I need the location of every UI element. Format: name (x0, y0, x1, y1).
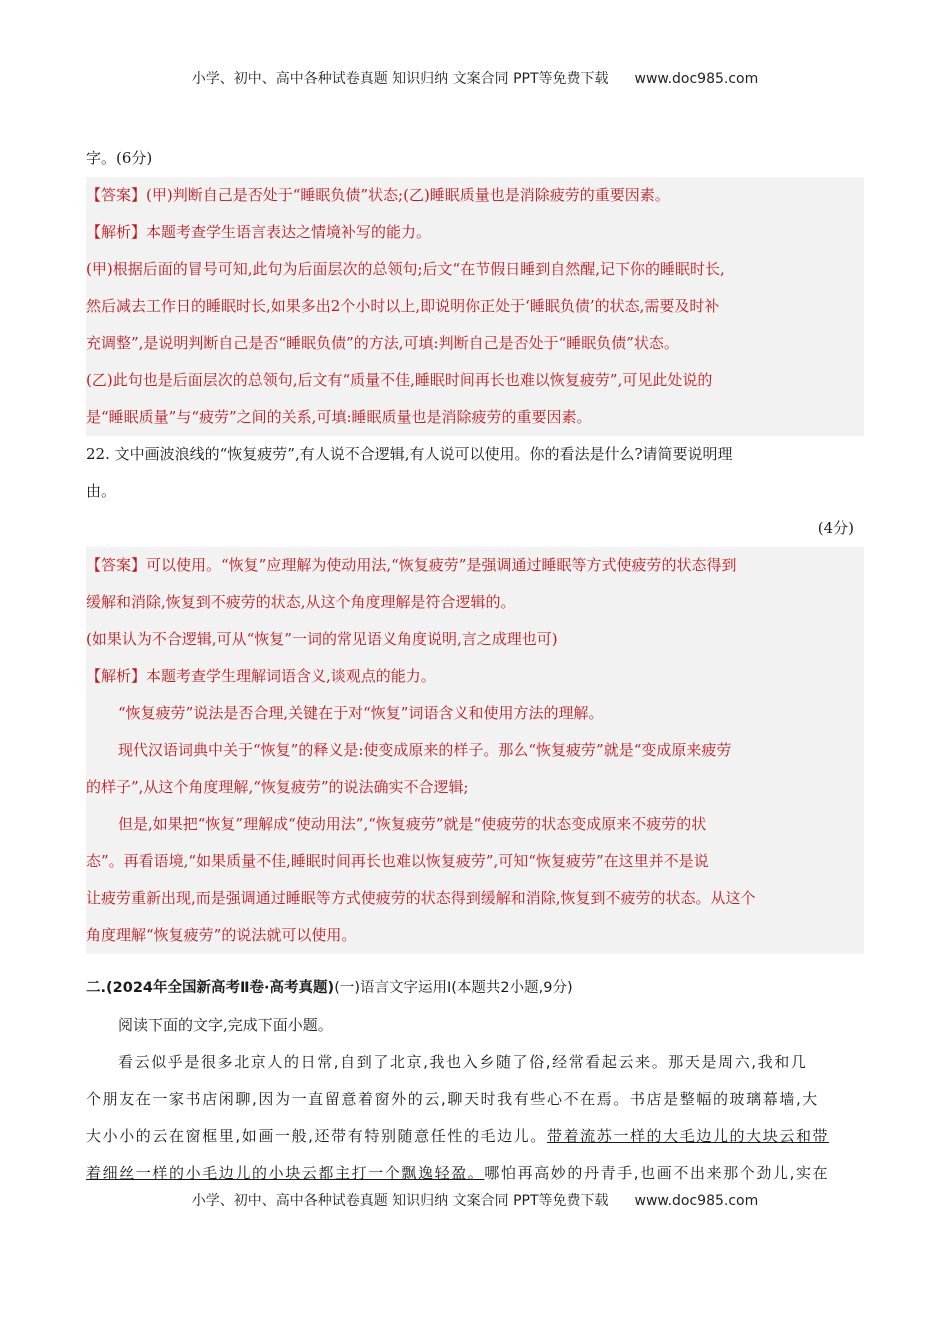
page-header (0, 68, 950, 88)
q22-score: (4分) (817, 519, 854, 537)
q21-answer-block (86, 177, 864, 436)
section-heading-normal: (一)语言文字运用Ⅰ(本题共2小题,9分) (334, 980, 573, 996)
section-instruction: 阅读下面的文字,完成下面小题。 (118, 1016, 333, 1034)
passage-line (86, 1155, 864, 1192)
q22-analysis-para: 让疲劳重新出现,而是强调通过睡眠等方式使疲劳的状态得到缓解和消除,恢复到不疲劳的状态。从这个 (86, 889, 756, 907)
q21-analysis-line: 充调整”,是说明判断自己是否“睡眠负债”的方法,可填:判断自己是否处于“睡眠负债”状态。 (86, 334, 679, 352)
q22-analysis-title: 【解析】本题考查学生理解词语含义,谈观点的能力。 (86, 667, 436, 685)
q22-question: 22. 文中画波浪线的“恢复疲劳”,有人说不合逻辑,有人说可以使用。你的看法是什么?请简要说明理 (86, 445, 733, 463)
q22-analysis-para: 角度理解“恢复疲劳”的说法就可以使用。 (86, 926, 357, 944)
footer-text: 小学、初中、高中各种试卷真题 知识归纳 文案合同 PPT等免费下载 (191, 1193, 609, 1209)
q21-answer: 【答案】(甲)判断自己是否处于“睡眠负债”状态;(乙)睡眠质量也是消除疲劳的重要因素。 (86, 186, 670, 204)
passage-text: 大小小的云在窗框里,如画一般,还带有特别随意任性的毛边儿。 (86, 1127, 547, 1145)
q21-tail: 字。(6分) (86, 149, 153, 167)
passage-line: 看云似乎是很多北京人的日常,自到了北京,我也入乡随了俗,经常看起云来。那天是周六,我和几 (118, 1053, 808, 1071)
q22-analysis-para: 的样子”,从这个角度理解,“恢复疲劳”的说法确实不合逻辑; (86, 778, 469, 796)
q21-analysis-title: 【解析】本题考查学生语言表达之情境补写的能力。 (86, 223, 432, 241)
q22-answer-line: (如果认为不合逻辑,可从“恢复”一词的常见语义角度说明,言之成理也可) (86, 630, 558, 648)
q22-answer-line: 【答案】可以使用。“恢复”应理解为使动用法,“恢复疲劳”是强调通过睡眠等方式使疲劳的状态得到 (86, 556, 737, 574)
q21-analysis-line: (乙)此句也是后面层次的总领句,后文有“质量不佳,睡眠时间再长也难以恢复疲劳”,可见此处说的 (86, 371, 713, 389)
q22-analysis-para: “恢复疲劳”说法是否合理,关键在于对“恢复”词语含义和使用方法的理解。 (118, 704, 604, 722)
page-footer (0, 1190, 950, 1210)
header-url[interactable]: www.doc985.com (634, 71, 759, 87)
q22-answer-block (86, 547, 864, 954)
passage-text: 哪怕再高妙的丹青手,也画不出来那个劲儿,实在 (484, 1164, 830, 1182)
section-heading-bold: 二.(2024年全国新高考Ⅱ卷·高考真题) (86, 980, 335, 996)
q22-answer-line: 缓解和消除,恢复到不疲劳的状态,从这个角度理解是符合逻辑的。 (86, 593, 516, 611)
q21-analysis-line: (甲)根据后面的冒号可知,此句为后面层次的总领句;后文“在节假日睡到自然醒,记下你的睡眠时长, (86, 260, 725, 278)
q22-question-cont: 由。 (86, 482, 117, 500)
q22-analysis-para: 态”。再看语境,“如果质量不佳,睡眠时间再长也难以恢复疲劳”,可知“恢复疲劳”在这里并不是说 (86, 852, 709, 870)
passage-underlined: 着细丝一样的小毛边儿的小块云都主打一个飘逸轻盈。 (86, 1164, 485, 1182)
passage-underlined: 带着流苏一样的大毛边儿的大块云和带 (546, 1127, 830, 1145)
header-text: 小学、初中、高中各种试卷真题 知识归纳 文案合同 PPT等免费下载 (191, 71, 609, 87)
passage-line: 个朋友在一家书店闲聊,因为一直留意着窗外的云,聊天时我有些心不在焉。书店是整幅的玻璃幕墙,大 (86, 1090, 819, 1108)
section-heading (86, 970, 864, 1007)
q22-analysis-para: 现代汉语词典中关于“恢复”的释义是:使变成原来的样子。那么“恢复疲劳”就是“变成原来疲劳 (118, 741, 732, 759)
footer-url[interactable]: www.doc985.com (634, 1193, 759, 1209)
q21-analysis-line: 然后减去工作日的睡眠时长,如果多出2个小时以上,即说明你正处于‘睡眠负债’的状态,需要及时补 (86, 297, 720, 315)
document-body (86, 140, 864, 1192)
q21-analysis-line: 是“睡眠质量”与“疲劳”之间的关系,可填:睡眠质量也是消除疲劳的重要因素。 (86, 408, 592, 426)
q22-analysis-para: 但是,如果把“恢复”理解成“使动用法”,“恢复疲劳”就是“使疲劳的状态变成原来不疲劳的状 (118, 815, 707, 833)
passage-line (86, 1118, 864, 1155)
